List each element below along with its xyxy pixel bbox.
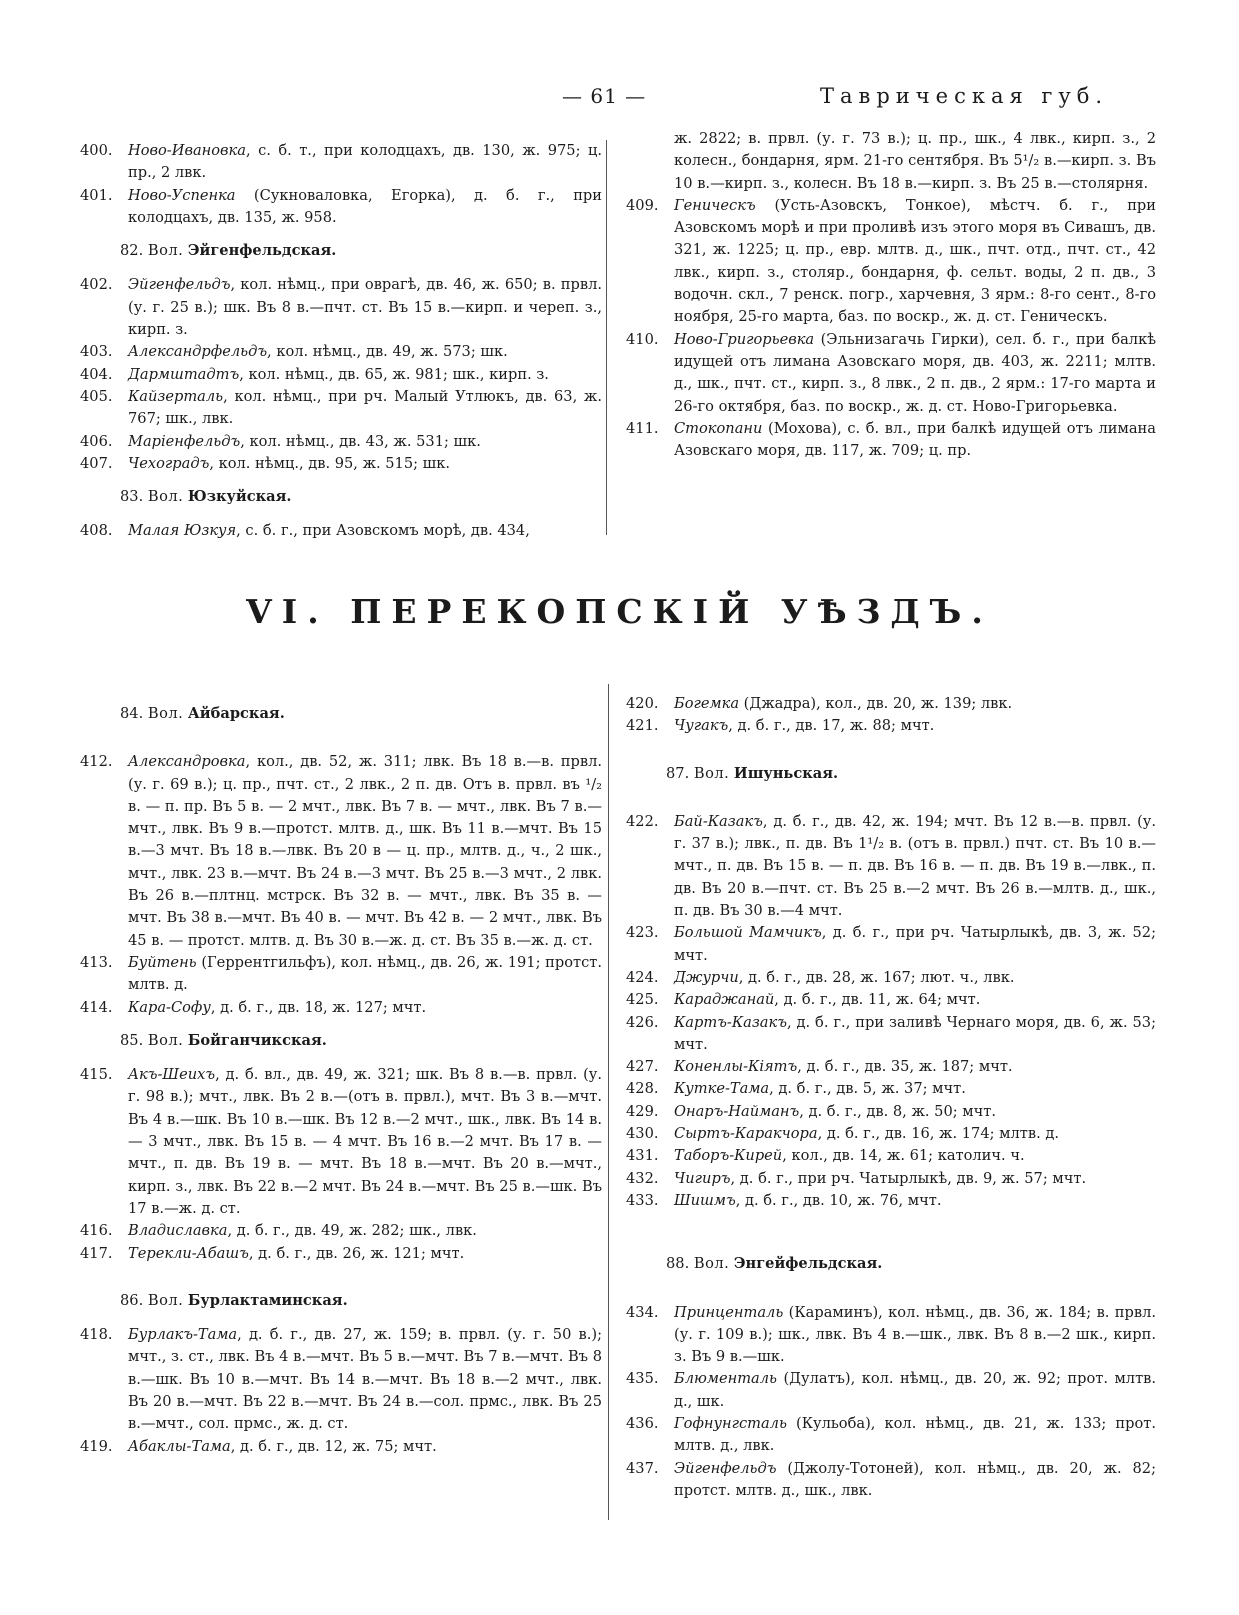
place-name: Геническъ <box>674 196 756 214</box>
place-name: Большой Мамчикъ <box>674 924 822 942</box>
entry-text: (Сукноваловка, Егорка), д. б. г., при колодцахъ, дв. 135, ж. 958. <box>128 186 602 226</box>
section-vol: Вол. <box>147 705 184 722</box>
entry-431 <box>626 1145 1156 1167</box>
place-name: Караджанай <box>674 991 775 1009</box>
top-right-column <box>626 128 1156 462</box>
entry-number: 424. <box>626 968 659 986</box>
chapter-title: VI. ПЕРЕКОПСКІЙ УѢЗДЪ. <box>246 592 993 631</box>
entry-number: 423. <box>626 924 659 942</box>
section-number: 83. <box>120 488 144 506</box>
entry-text: , д. б. г., дв. 18, ж. 127; мчт. <box>210 998 427 1016</box>
bottom-right-column <box>626 693 1156 1502</box>
entry-text: , д. б. г., дв. 28, ж. 167; лют. ч., лвк. <box>738 968 1015 986</box>
entry-410 <box>626 329 1156 418</box>
entry-text: (Мохова), с. б. вл., при балкѣ идущей отъ лимана Азовскаго моря, дв. 117, ж. 709; ц. пр. <box>674 419 1156 460</box>
section-number: 85. <box>120 1031 144 1049</box>
entry-number: 401. <box>80 186 113 204</box>
section-name: Айбарская. <box>187 705 285 722</box>
section-heading-88 <box>626 1253 1156 1275</box>
place-name: Кутке-Тама <box>674 1080 770 1098</box>
entry-number: 410. <box>626 330 659 348</box>
place-name: Таборъ-Кирей <box>674 1147 783 1165</box>
entry-text: , кол. нѣмц., при рч. Малый Утлюкъ, дв. 63, ж. 767; шк., лвк. <box>128 387 602 428</box>
entry-text: , кол., дв. 14, ж. 61; католич. ч. <box>782 1147 1025 1165</box>
entry-text: , д. б. г., при рч. Чатырлыкѣ, дв. 3, ж. 52; мчт. <box>674 924 1156 964</box>
entry-425 <box>626 989 1156 1011</box>
place-name: Ново-Успенка <box>128 186 236 204</box>
place-name: Дармштадтъ <box>128 365 240 383</box>
section-vol: Вол. <box>147 488 184 506</box>
entry-number: 414. <box>80 998 113 1016</box>
entry-407 <box>80 453 602 475</box>
entry-403 <box>80 341 602 363</box>
section-name: Бойганчикская. <box>187 1031 327 1049</box>
entry-number: 419. <box>80 1437 113 1455</box>
entry-text: , кол. нѣмц., дв. 95, ж. 515; шк. <box>209 454 451 472</box>
place-name: Бурлакъ-Тама <box>128 1326 238 1344</box>
top-left-column <box>80 140 602 543</box>
section-vol: Вол. <box>147 1031 184 1049</box>
entry-text: (Джадра), кол., дв. 20, ж. 139; лвк. <box>739 695 1013 712</box>
entry-412 <box>80 751 602 952</box>
entry-409 <box>626 195 1156 329</box>
entry-number: 430. <box>626 1125 659 1143</box>
entry-420 <box>626 693 1156 715</box>
entry-text: , кол. нѣмц., дв. 49, ж. 573; шк. <box>267 343 508 361</box>
entry-411 <box>626 418 1156 463</box>
section-name: Бурлактаминская. <box>187 1291 348 1309</box>
entry-number: 402. <box>80 276 113 294</box>
entry-number: 432. <box>626 1169 659 1187</box>
entry-number: 435. <box>626 1370 659 1388</box>
entry-text: , д. б. вл., дв. 49, ж. 321; шк. Въ 8 в.—в. првл. (у. г. 98 в.); мчт., лвк. Въ 2 в.—(отъ в. првл.), мчт. Въ 3 в.—мчт. Въ 4 в.—шк. Въ 10 в.—шк. Въ 12 в.—2 мчт., шк., лвк. Въ 14 в. — 3 мчт., лвк. Въ 15 в. — 4 мчт. Въ 16 в.—2 мчт. Въ 17 в. — мчт., п. дв. Въ 19 в. — мчт. Въ 18 в.—мчт. Въ 20 в.—мчт., кирп. з., лвк. Въ 22 в.—2 мчт. Въ 24 в.—мчт. Въ 25 в.—шк. Въ 17 в.—ж. д. ст. <box>128 1066 602 1217</box>
entry-414 <box>80 997 602 1019</box>
entry-text: , д. б. г., дв. 35, ж. 187; мчт. <box>797 1058 1013 1076</box>
entry-number: 404. <box>80 365 113 383</box>
entry-number: 409. <box>626 196 659 214</box>
section-number: 88. <box>666 1255 690 1273</box>
entry-text: , д. б. г., при заливѣ Чернаго моря, дв. 6, ж. 53; мчт. <box>674 1013 1156 1053</box>
section-vol: Вол. <box>693 764 730 782</box>
entry-413 <box>80 952 602 997</box>
entry-401 <box>80 185 602 230</box>
entry-430 <box>626 1123 1156 1145</box>
section-name: Ишуньская. <box>733 764 839 782</box>
entry-number: 415. <box>80 1066 113 1084</box>
place-name: Коненлы-Кіятъ <box>674 1058 798 1076</box>
entry-number: 411. <box>626 419 659 437</box>
entry-436 <box>626 1413 1156 1458</box>
entry-text: (Усть-Азовскъ, Тонкое), мѣстч. б. г., при Азовскомъ морѣ и при проливѣ изъ этого моря въ Сивашъ, дв. 321, ж. 1225; ц. пр., евр. млтв. д., шк., пчт. отд., пчт. ст., 42 лвк., кирп. з., столяр., бондарня, ф. сельт. воды, 2 п. дв., 3 водочн. скл., 7 ренск. погр., харчевня, 3 ярм.: 8-го сент., 8-го ноября, 25-го марта, баз. по воскр., ж. д. ст. Геническъ. <box>674 196 1156 326</box>
section-number: 86. <box>120 1291 144 1309</box>
entry-text: , кол. нѣмц., дв. 43, ж. 531; шк. <box>240 432 481 450</box>
entry-text: , д. б. г., дв. 27, ж. 159; в. првл. (у. г. 50 в.); мчт., з. ст., лвк. Въ 4 в.—мчт. Въ 5 в.—мчт. Въ 7 в.—мчт. Въ 8 в.—шк. Въ 10 в.—мчт. Въ 14 в.—мчт. Въ 18 в.—2 мчт., лвк. Въ 20 в.—мчт. Въ 22 в.—мчт. Въ 24 в.—сол. прмс., лвк. Въ 25 в.—мчт., сол. прмс., ж. д. ст. <box>128 1326 602 1433</box>
entry-415 <box>80 1064 602 1220</box>
entry-text: , кол. нѣмц., дв. 65, ж. 981; шк., кирп. з. <box>239 365 549 383</box>
entry-400 <box>80 140 602 185</box>
entry-408 <box>80 520 602 542</box>
section-heading-83 <box>80 486 602 508</box>
entry-text: (Геррентгильфъ), кол. нѣмц., дв. 26, ж. 191; протст. млтв. д. <box>128 953 602 994</box>
place-name: Бай-Казакъ <box>674 812 763 830</box>
entry-text: , кол., дв. 52, ж. 311; лвк. Въ 18 в.—в. првл. (у. г. 69 в.); ц. пр., пчт. ст., 2 лвк., 2 п. дв. Отъ в. првл. въ ¹/₂ в. — п. пр. Въ 5 в. — 2 мчт., лвк. Въ 7 в. — мчт., лвк. Въ 7 в.—мчт., лвк. Въ 9 в.—протст. млтв. д., шк. Въ 11 в.—мчт. Въ 15 в.—3 мчт. Въ 18 в.—лвк. Въ 20 в — ц. пр., млтв. д., ч., 2 шк., мчт., лвк. 23 в.—мчт. Въ 24 в.—3 мчт. Въ 25 в.—3 мчт., 2 лвк. Въ 26 в.—плтнц. мстрск. Въ 32 в. — мчт., лвк. Въ 35 в. — мчт. Въ 38 в.—мчт. Въ 40 в. — мчт. Въ 42 в. — 2 мчт., лвк. Въ 45 в. — протст. млтв. д. Въ 30 в.—ж. д. ст. Въ 35 в.—ж. д. ст. <box>128 753 602 949</box>
place-name: Чугакъ <box>674 717 729 735</box>
entry-435 <box>626 1368 1156 1413</box>
entry-408-continuation: ж. 2822; в. првл. (у. г. 73 в.); ц. пр., шк., 4 лвк., кирп. з., 2 колесн., бондарня, ярм. 21-го сентября. Въ 5¹/₂ в.—кирп. з. Въ 10 в.—кирп. з., колесн. Въ 18 в.—кирп. з. Въ 25 в.—столярня. <box>674 130 1156 192</box>
entry-418 <box>80 1324 602 1435</box>
section-vol: Вол. <box>147 242 184 260</box>
entry-number: 433. <box>626 1191 659 1209</box>
place-name: Блюменталь <box>674 1370 777 1388</box>
entry-437 <box>626 1458 1156 1503</box>
section-heading-82 <box>80 240 602 262</box>
section-number: 84. <box>120 705 144 722</box>
entry-text: , д. б. г., дв. 12, ж. 75; мчт. <box>230 1437 437 1455</box>
entry-number: 400. <box>80 142 113 159</box>
entry-405 <box>80 386 602 431</box>
entry-number: 407. <box>80 454 113 472</box>
entry-text: , с. б. г., при Азовскомъ морѣ, дв. 434, <box>236 522 530 540</box>
entry-number: 434. <box>626 1303 659 1321</box>
entry-text: (Дулатъ), кол. нѣмц., дв. 20, ж. 92; прот. млтв. д., шк. <box>674 1370 1156 1410</box>
entry-421 <box>626 715 1156 737</box>
entry-423 <box>626 922 1156 967</box>
entry-text: , д. б. г., дв. 11, ж. 64; мчт. <box>774 991 981 1009</box>
entry-text: , д. б. г., дв. 5, ж. 37; мчт. <box>769 1080 966 1098</box>
page-number: — 61 — <box>562 84 647 108</box>
entry-number: 420. <box>626 695 659 712</box>
place-name: Кара-Софу <box>128 998 211 1016</box>
section-heading-85 <box>80 1030 602 1052</box>
entry-text: , д. б. г., дв. 26, ж. 121; мчт. <box>248 1244 465 1262</box>
entry-number: 426. <box>626 1013 659 1031</box>
section-number: 82. <box>120 242 144 260</box>
bottom-left-column <box>80 692 602 1458</box>
entry-433 <box>626 1190 1156 1212</box>
entry-419 <box>80 1436 602 1458</box>
place-name: Чигиръ <box>674 1169 731 1187</box>
entry-432 <box>626 1168 1156 1190</box>
place-name: Сыртъ-Каракчора <box>674 1125 818 1143</box>
entry-number: 425. <box>626 991 659 1009</box>
entry-429 <box>626 1101 1156 1123</box>
entry-text: , д. б. г., при рч. Чатырлыкѣ, дв. 9, ж. 57; мчт. <box>730 1169 1087 1187</box>
section-name: Энгейфельдская. <box>733 1255 883 1273</box>
entry-text: (Эльнизагачь Гирки), сел. б. г., при балкѣ идущей отъ лимана Азовскаго моря, дв. 403, ж. 2211; млтв. д., шк., пчт. ст., кирп. з., 8 лвк., 2 п. дв., 2 ярм.: 17-го марта и 26-го октября, баз. по воскр., ж. д. ст. Ново-Григорьевка. <box>674 330 1156 415</box>
entry-number: 406. <box>80 432 113 450</box>
entry-number: 416. <box>80 1222 113 1240</box>
place-name: Владиславка <box>128 1222 228 1240</box>
place-name: Принценталь <box>674 1303 784 1321</box>
entry-number: 418. <box>80 1326 113 1344</box>
entry-text: (Караминъ), кол. нѣмц., дв. 36, ж. 184; в. првл. (у. г. 109 в.); шк., лвк. Въ 4 в.—шк., лвк. Въ 8 в.—2 шк., кирп. з. Въ 9 в.—шк. <box>674 1303 1156 1366</box>
place-name: Стокопани <box>674 419 763 437</box>
entry-416 <box>80 1220 602 1242</box>
place-name: Картъ-Казакъ <box>674 1013 787 1031</box>
section-number: 87. <box>666 764 690 782</box>
entry-text: , д. б. г., дв. 49, ж. 282; шк., лвк. <box>227 1222 477 1240</box>
entry-text: , д. б. г., дв. 10, ж. 76, мчт. <box>735 1191 942 1209</box>
column-divider <box>608 684 609 1520</box>
place-name: Буйтень <box>128 953 197 971</box>
place-name: Малая Юзкуя <box>128 522 237 540</box>
place-name: Кайзерталь <box>128 387 224 405</box>
section-name: Юзкуйская. <box>187 488 292 506</box>
entry-text: , д. б. г., дв. 16, ж. 174; млтв. д. <box>817 1125 1059 1143</box>
entry-number: 428. <box>626 1080 659 1098</box>
place-name: Акъ-Шеихъ <box>128 1066 216 1084</box>
entry-406 <box>80 431 602 453</box>
entry-number: 429. <box>626 1102 659 1120</box>
entry-number: 427. <box>626 1058 659 1076</box>
entry-424 <box>626 967 1156 989</box>
entry-422 <box>626 811 1156 922</box>
entry-427 <box>626 1056 1156 1078</box>
entry-number: 421. <box>626 717 659 735</box>
entry-417 <box>80 1243 602 1265</box>
entry-number: 405. <box>80 387 113 405</box>
place-name: Шишмъ <box>674 1191 736 1209</box>
entry-number: 413. <box>80 953 113 971</box>
entry-text: , с. б. т., при колодцахъ, дв. 130, ж. 975; ц. пр., 2 лвк. <box>128 142 602 182</box>
place-name: Абаклы-Тама <box>128 1437 231 1455</box>
place-name: Ново-Ивановка <box>128 142 246 159</box>
place-name: Маріенфельдъ <box>128 432 241 450</box>
section-heading-87 <box>626 763 1156 785</box>
place-name: Терекли-Абашъ <box>128 1244 249 1262</box>
entry-number: 431. <box>626 1147 659 1165</box>
entry-number: 422. <box>626 812 659 830</box>
entry-text: (Кульоба), кол. нѣмц., дв. 21, ж. 133; прот. млтв. д., лвк. <box>674 1415 1156 1455</box>
entry-number: 412. <box>80 753 113 771</box>
entry-number: 417. <box>80 1244 113 1262</box>
place-name: Богемка <box>674 695 740 712</box>
place-name: Ново-Григорьевка <box>674 330 815 348</box>
entry-402 <box>80 274 602 341</box>
entry-text: , кол. нѣмц., при оврагѣ, дв. 46, ж. 650; в. првл. (у. г. 25 в.); шк. Въ 8 в.—пчт. ст. Въ 15 в.—кирп. и череп. з., кирп. з. <box>128 276 602 339</box>
entry-404 <box>80 364 602 386</box>
place-name: Онаръ-Найманъ <box>674 1102 800 1120</box>
entry-number: 437. <box>626 1459 659 1477</box>
place-name: Чехоградъ <box>128 454 210 472</box>
column-divider <box>606 140 607 535</box>
place-name: Александровка <box>128 753 246 771</box>
place-name: Гофнунгсталь <box>674 1415 787 1433</box>
section-name: Эйгенфельдская. <box>187 242 337 260</box>
section-vol: Вол. <box>693 1255 730 1273</box>
running-head: Таврическая губ. <box>820 84 1109 108</box>
entry-text: , д. б. г., дв. 8, ж. 50; мчт. <box>799 1102 997 1120</box>
entry-text: , д. б. г., дв. 42, ж. 194; мчт. Въ 12 в.—в. првл. (у. г. 37 в.); лвк., п. дв. Въ 1¹/₂ в. (отъ в. првл.) пчт. ст. Въ 10 в.—мчт., п. дв. Въ 15 в. — п. дв. Въ 16 в. — п. дв. Въ 19 в.—лвк., п. дв. Въ 20 в.—пчт. ст. Въ 25 в.—2 мчт. Въ 26 в.—млтв. д., шк., п. дв. Въ 30 в.—4 мчт. <box>674 812 1156 920</box>
entry-text: , д. б. г., дв. 17, ж. 88; мчт. <box>728 717 935 735</box>
place-name: Джурчи <box>674 968 739 986</box>
place-name: Александрфельдъ <box>128 343 268 361</box>
page-header <box>0 84 1239 114</box>
entry-434 <box>626 1302 1156 1369</box>
entry-text: (Джолу-Тотоней), кол. нѣмц., дв. 20, ж. 82; протст. млтв. д., шк., лвк. <box>674 1459 1156 1499</box>
entry-number: 408. <box>80 522 113 540</box>
section-heading-84 <box>80 703 602 725</box>
place-name: Эйгенфельдъ <box>674 1459 777 1477</box>
place-name: Эйгенфельдъ <box>128 276 231 294</box>
entry-426 <box>626 1012 1156 1057</box>
entry-428 <box>626 1078 1156 1100</box>
entry-number: 436. <box>626 1415 659 1433</box>
section-vol: Вол. <box>147 1291 184 1309</box>
section-heading-86 <box>80 1290 602 1312</box>
entry-number: 403. <box>80 343 113 361</box>
